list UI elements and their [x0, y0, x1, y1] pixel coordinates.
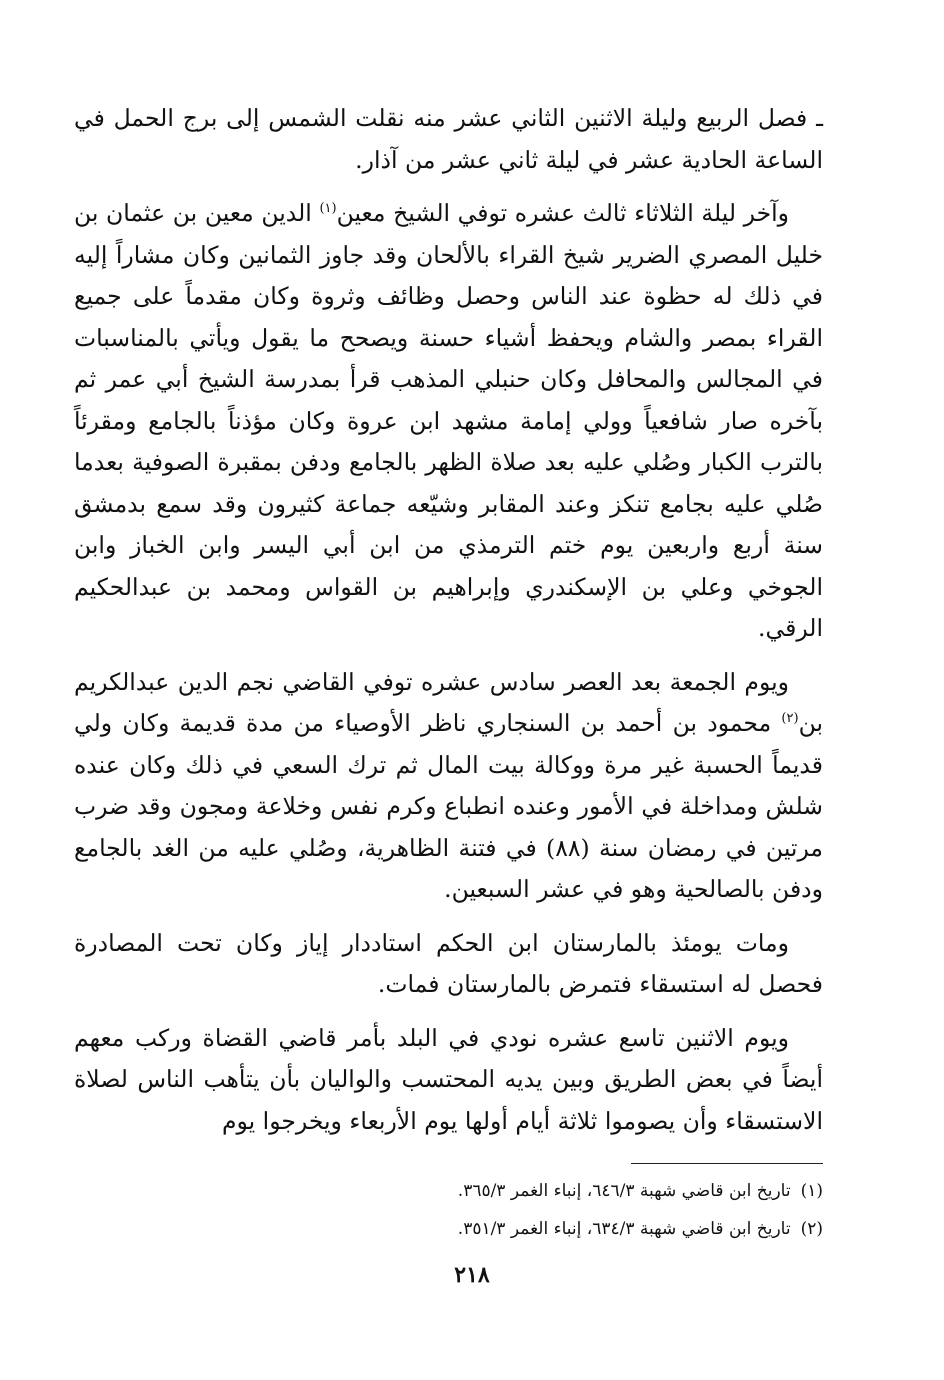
paragraph-text: وآخر ليلة الثلاثاء ثالث عشره توفي الشيخ معين	[336, 199, 789, 227]
footnote-number: (٢)	[800, 1219, 823, 1239]
page-number: ٢١٨	[454, 1262, 490, 1288]
paragraph-death-sheikh-muin	[74, 193, 823, 650]
paragraph-death-najm-aldin	[74, 662, 823, 911]
footnote-1	[323, 1172, 823, 1210]
footnote-ref-2: (٢)	[781, 711, 799, 727]
footnotes	[323, 1172, 823, 1248]
footnote-number: (١)	[800, 1181, 823, 1201]
footnote-2	[323, 1210, 823, 1248]
paragraph-rain-prayer: ويوم الاثنين تاسع عشره نودي في البلد بأمر قاضي القضاة وركب معهم أيضاً في بعض الطريق وبين يديه المحتسب والواليان بأن يتأهب الناس لصلاة الاستسقاء وأن يصوموا ثلاثة أيام أولها يوم الأربعاء ويخرجوا يوم	[74, 1023, 823, 1135]
paragraph-text: الدين معين بن عثمان بن خليل المصري الضرير شيخ القراء بالألحان وقد جاوز الثمانين وكان مشاراً إليه في ذلك له حظوة عند الناس وحصل وظائف وثروة وكان مقدماً على جميع القراء بمصر والشام ويحفظ أشياء حسنة ويصحح ما يقول ويأتي بالمناسبات في المجالس والمحافل وكان حنبلي المذهب قرأ بمدرسة الشيخ أبي عمر ثم بآخره صار شافعياً وولي إمامة مشهد ابن عروة وكان مؤذناً بالجامع ومقرئاً بالترب الكبار وصُلي عليه بعد صلاة الظهر بالجامع ودفن بمقبرة الصوفية بعدما صُلي عليه بجامع تنكز وعند المقابر وشيّعه جماعة كثيرون وقد سمع بدمشق سنة أربع واربعين يوم ختم الترمذي من ابن أبي اليسر وابن الخباز وابن الجوخي وعلي بن الإسكندري وإبراهيم بن القواس ومحمد بن عبدالحكيم الرقي.	[74, 199, 823, 642]
footnote-text: تاريخ ابن قاضي شهبة ٦٤٦/٣، إنباء الغمر ٣٦٥/٣.	[457, 1181, 791, 1201]
footnote-text: تاريخ ابن قاضي شهبة ٦٣٤/٣، إنباء الغمر ٣٥١/٣.	[457, 1219, 791, 1239]
footnote-divider	[631, 1163, 823, 1164]
footnote-ref-1: (١)	[319, 201, 337, 217]
main-text	[74, 98, 823, 1142]
paragraph-text: محمود بن أحمد بن السنجاري ناظر الأوصياء من مدة قديمة وكان ولي قديماً الحسبة غير مرة ووكالة بيت المال ثم ترك السعي في ذلك وكان عنده شلش ومداخلة في الأمور وعنده انطباع وكرم نفس وخلاعة ومجون وقد ضرب مرتين في رمضان سنة (٨٨) في فتنة الظاهرية، وصُلي عليه من الغد بالجامع ودفن بالصالحية وهو في عشر السبعين.	[74, 709, 824, 903]
paragraph-spring-equinox: ـ فصل الربيع وليلة الاثنين الثاني عشر منه نقلت الشمس إلى برج الحمل في الساعة الحادية عشر في ليلة ثاني عشر من آذار.	[74, 104, 823, 174]
paragraph-death-ibn-alhakam: ومات يومئذ بالمارستان ابن الحكم استاددار إياز وكان تحت المصادرة فحصل له استسقاء فتمرض بالمارستان فمات.	[74, 928, 823, 998]
paragraph-text: ويوم الجمعة بعد العصر سادس عشره توفي القاضي نجم الدين عبدالكريم بن	[74, 667, 823, 737]
